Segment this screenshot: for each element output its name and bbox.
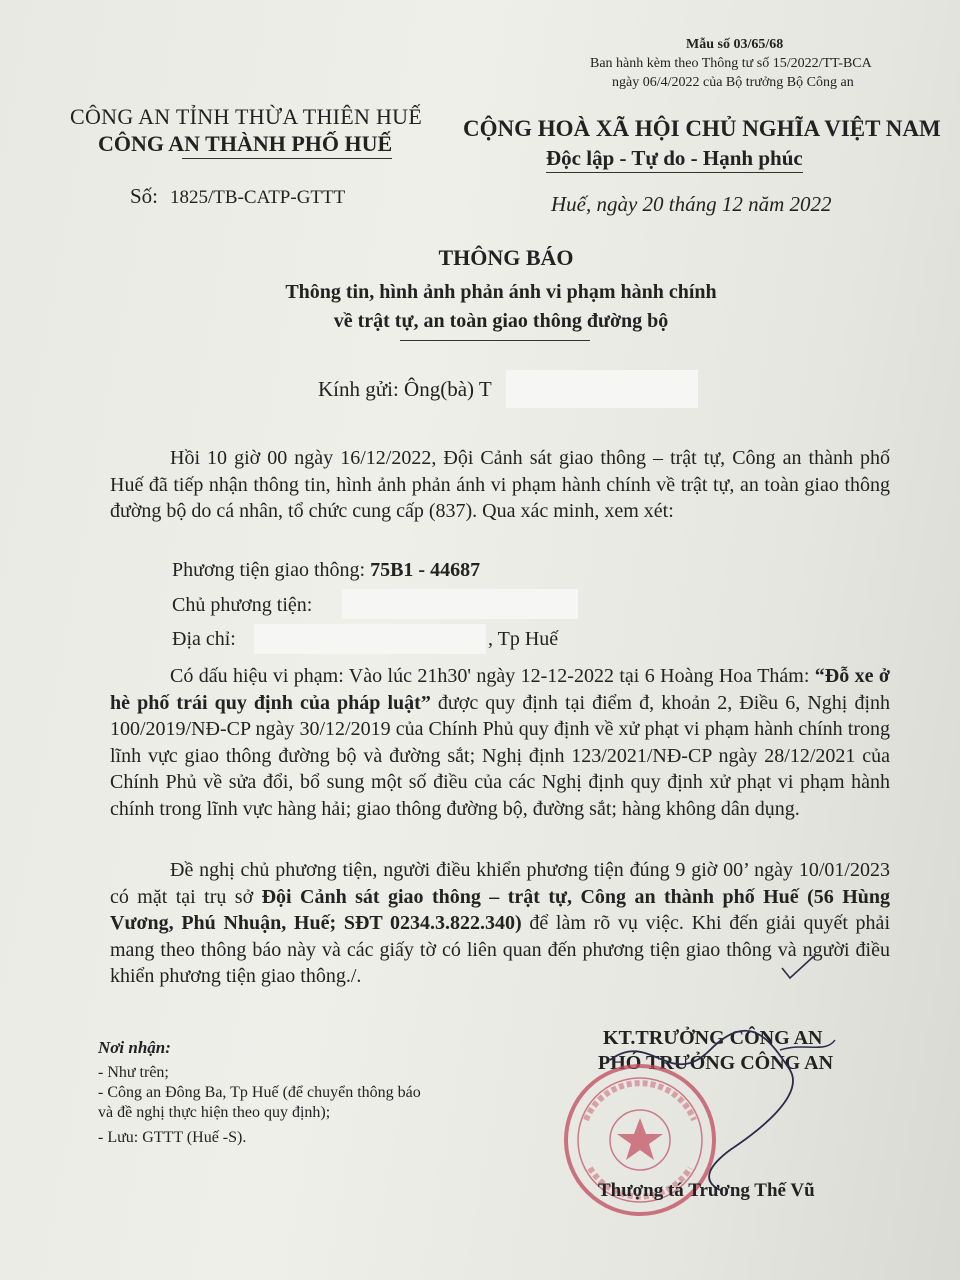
recipient-item: - Lưu: GTTT (Huế -S). <box>98 1129 247 1146</box>
handwritten-check-mark <box>778 952 818 982</box>
body-paragraph-1: Hồi 10 giờ 00 ngày 16/12/2022, Đội Cảnh sát giao thông – trật tự, Công an thành phố Huế đã tiếp nhận thông tin, hình ảnh phản ánh vi phạm hành chính về trật tự, an toàn giao thông đường bộ do cá nhân, tổ chức cung cấp (837). Qua xác minh, xem xét: <box>110 447 890 522</box>
nation-motto: Độc lập - Tự do - Hạnh phúc <box>546 146 803 173</box>
doc-subtitle-line2: về trật tự, an toàn giao thông đường bộ <box>333 310 669 332</box>
greeting: Kính gửi: Ông(bà) T <box>318 377 492 401</box>
doc-subtitle-line1: Thông tin, hình ảnh phản ánh vi phạm hành chính <box>285 281 717 303</box>
redaction-box <box>506 370 698 408</box>
place-date: Huế, ngày 20 tháng 12 năm 2022 <box>551 192 832 216</box>
org-parent: CÔNG AN TỈNH THỪA THIÊN HUẾ <box>70 104 423 129</box>
doc-title: THÔNG BÁO <box>438 245 574 270</box>
doc-number <box>130 184 345 209</box>
address-suffix: , Tp Huế <box>488 628 559 650</box>
signature-title-1: KT.TRƯỞNG CÔNG AN <box>603 1027 823 1049</box>
owner-field <box>172 594 312 617</box>
address-label: Địa chỉ: <box>172 628 236 650</box>
subtitle-underline <box>400 340 590 341</box>
request-text-a: Đề nghị chủ phương tiện, người điều khiển phương tiện đúng 9 giờ 00’ ngày 10/01/2023 có mặt tại trụ sở <box>110 859 890 908</box>
form-note-line2: ngày 06/4/2022 của Bộ trưởng Bộ Công an <box>612 75 854 90</box>
recipient-item: và đề nghị thực hiện theo quy định); <box>98 1104 331 1121</box>
owner-label: Chủ phương tiện: <box>172 594 313 616</box>
signature-title-2: PHÓ TRƯỞNG CÔNG AN <box>598 1052 834 1074</box>
doc-number-value: 1825/TB-CATP-GTTT <box>170 187 346 208</box>
request-location: Đội Cảnh sát giao thông – trật tự, Công an thành phố Huế (56 Hùng Vương, Phú Nhuận, Huế; SĐT 0234.3.822.340) <box>110 885 890 934</box>
signer-name: Thượng tá Trương Thế Vũ <box>598 1180 815 1201</box>
doc-number-label: Số: <box>130 184 159 208</box>
vehicle-field <box>172 559 480 582</box>
vehicle-label: Phương tiện giao thông: <box>172 559 366 581</box>
body-paragraph-violation <box>110 663 890 822</box>
redaction-box <box>342 589 578 619</box>
redaction-box <box>254 624 486 654</box>
vehicle-plate: 75B1 - 44687 <box>370 559 481 581</box>
org-underline <box>182 158 392 159</box>
form-number: Mẫu số 03/65/68 <box>686 37 784 52</box>
recipient-item: - Như trên; <box>98 1064 169 1081</box>
nation-name: CỘNG HOÀ XÃ HỘI CHỦ NGHĨA VIỆT NAM <box>463 116 941 141</box>
violation-text-b: được quy định tại điểm đ, khoản 2, Điều 6, Nghị định 100/2019/NĐ-CP ngày 30/12/2019 của Chính Phủ quy định về xử phạt vi phạm hành chính trong lĩnh vực giao thông đường bộ và đường sắt; Nghị định 123/2021/NĐ-CP ngày 28/12/2021 của Chính Phủ về sửa đổi, bổ sung một số điều của các Nghị định quy định xử phạt vi phạm hành chính trong lĩnh vực hàng hải; giao thông đường bộ, đường sắt; hàng không dân dụng. <box>110 691 890 820</box>
request-text-b: để làm rõ vụ việc. Khi đến giải quyết phải mang theo thông báo này và các giấy tờ có liên quan đến phương tiện giao thông và người điều khiển phương tiện giao thông./. <box>110 912 890 987</box>
body-paragraph-request <box>110 857 890 990</box>
violation-behavior: “Đỗ xe ở hè phố trái quy định của pháp luật” <box>110 665 890 714</box>
address-field <box>172 628 559 651</box>
violation-text-a: Có dấu hiệu vi phạm: Vào lúc 21h30' ngày 12-12-2022 tại 6 Hoàng Hoa Thám: <box>170 665 815 687</box>
recipients-heading: Nơi nhận: <box>98 1038 171 1057</box>
recipient-item: - Công an Đông Ba, Tp Huế (để chuyển thông báo <box>98 1084 421 1101</box>
org-name: CÔNG AN THÀNH PHỐ HUẾ <box>98 131 393 156</box>
form-note-line1: Ban hành kèm theo Thông tư số 15/2022/TT-BCA <box>590 56 872 71</box>
